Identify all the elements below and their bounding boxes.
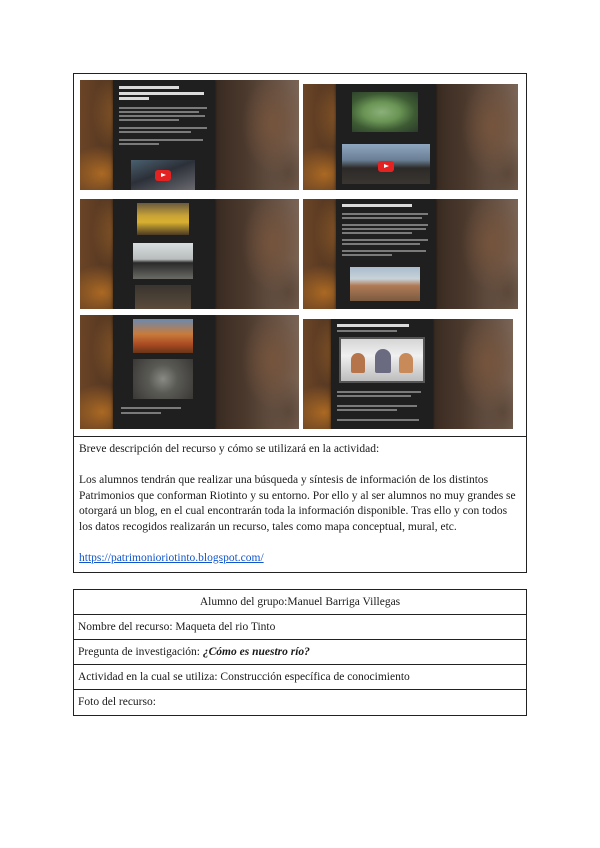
video-thumbnail[interactable] <box>342 144 430 184</box>
blog-post-panel <box>113 80 215 190</box>
photo-row: Foto del recurso: <box>78 696 156 708</box>
student-row: Alumno del grupo:Manuel Barriga Villegas <box>74 590 526 615</box>
blog-screenshot-gallery <box>74 74 526 437</box>
blog-post-panel <box>336 84 436 190</box>
blog-screenshot-5 <box>80 315 299 429</box>
mine-landscape-photo <box>350 267 420 301</box>
presentation-thumbnail[interactable] <box>339 337 425 383</box>
mine-train-photo <box>137 203 189 235</box>
blog-screenshot-1 <box>80 80 299 190</box>
blog-post-panel <box>331 319 433 429</box>
blog-screenshot-6 <box>303 319 513 429</box>
aerial-photo <box>352 92 418 132</box>
resource-description-table <box>73 73 527 573</box>
resource-info-table <box>73 589 527 716</box>
open-pit-photo <box>133 359 193 399</box>
description-body: Los alumnos tendrán que realizar una búsqueda y síntesis de información de los distintos Patrimonios que conforman Riotinto y su entorno. Por ello y al ser alumnos no muy grandes se otorgará un blog, en el cual encontrarán toda la información disponible. Tras ello y con todos los datos recogidos realizarán un recurso, tales como mapa conceptual, mural, etc. <box>79 474 516 533</box>
blog-screenshot-4 <box>303 199 518 309</box>
blog-screenshot-2 <box>303 84 518 190</box>
blog-link[interactable]: https://patrimonioriotinto.blogspot.com/ <box>79 551 264 564</box>
blog-post-panel <box>113 199 215 309</box>
research-question-label: Pregunta de investigación: <box>78 646 203 658</box>
research-question-row <box>74 640 526 665</box>
red-landscape-photo <box>133 319 193 353</box>
video-thumbnail[interactable] <box>131 160 195 190</box>
play-icon[interactable] <box>155 170 171 181</box>
landscape-photo <box>135 285 191 309</box>
blog-post-panel <box>336 199 436 309</box>
play-icon[interactable] <box>378 161 394 172</box>
description-heading: Breve descripción del recurso y cómo se utilizará en la actividad: <box>79 443 380 455</box>
research-question-value: ¿Cómo es nuestro río? <box>202 646 310 658</box>
resource-name-row: Nombre del recurso: Maqueta del rio Tinto <box>74 615 526 640</box>
house-photo <box>133 243 193 279</box>
resource-description <box>79 442 519 566</box>
blog-post-panel <box>113 315 215 429</box>
activity-row: Actividad en la cual se utiliza: Construcción específica de conocimiento <box>74 665 526 690</box>
blog-screenshot-3 <box>80 199 299 309</box>
